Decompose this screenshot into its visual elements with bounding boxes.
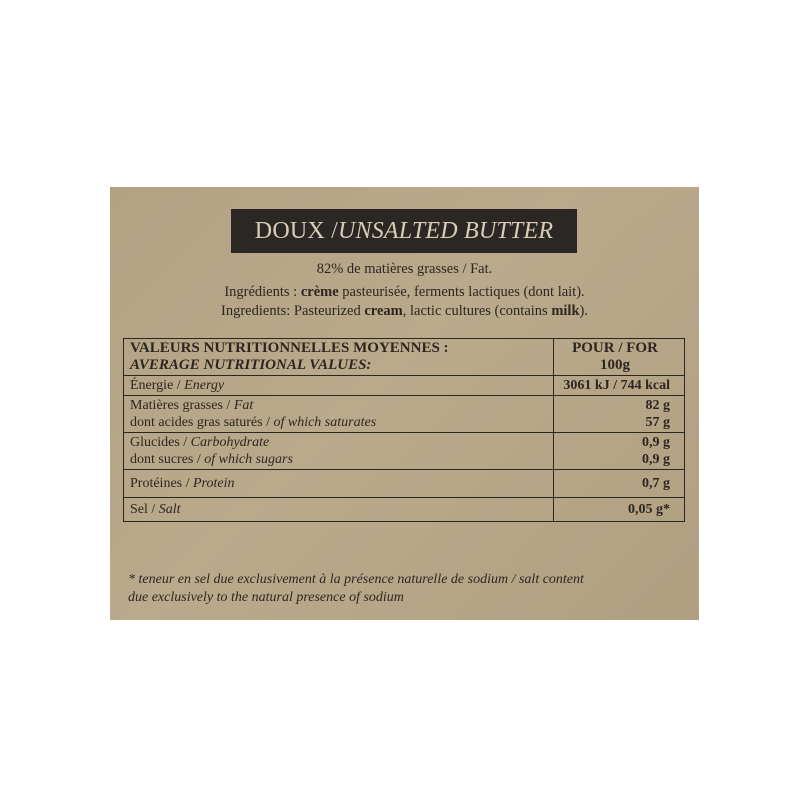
ingredients-en: Ingredients: Pasteurized cream, lactic cultures (contains milk). — [221, 303, 588, 319]
salt-footnote: * teneur en sel due exclusivement à la présence naturelle de sodium / salt content due exclusively to the natural presence of sodium — [128, 572, 584, 605]
table-row: Sel / Salt 0,05 g* — [124, 498, 685, 522]
title-en: UNSALTED BUTTER — [337, 217, 554, 244]
title-fr: DOUX / — [254, 217, 338, 244]
table-row: Protéines / Protein 0,7 g — [124, 470, 685, 498]
fat-content-line: 82% de matières grasses / Fat. — [316, 261, 493, 277]
per-label: POUR / FOR — [572, 340, 658, 356]
product-title-banner — [231, 209, 577, 253]
table-row: Matières grasses / Fat dont acides gras saturés / of which saturates 82 g 57 g — [124, 396, 685, 433]
product-label — [110, 187, 699, 620]
ingredients-fr: Ingrédients : crème pasteurisée, ferments lactiques (dont lait). — [224, 284, 585, 300]
table-row: Énergie / Energy 3061 kJ / 744 kcal — [124, 376, 685, 396]
per-qty: 100g — [600, 357, 630, 373]
table-header-row — [124, 339, 685, 376]
nutrition-table — [123, 338, 685, 522]
header-fr: VALEURS NUTRITIONNELLES MOYENNES : — [130, 340, 449, 356]
header-en: AVERAGE NUTRITIONAL VALUES: — [130, 357, 372, 373]
table-row: Glucides / Carbohydrate dont sucres / of which sugars 0,9 g 0,9 g — [124, 433, 685, 470]
